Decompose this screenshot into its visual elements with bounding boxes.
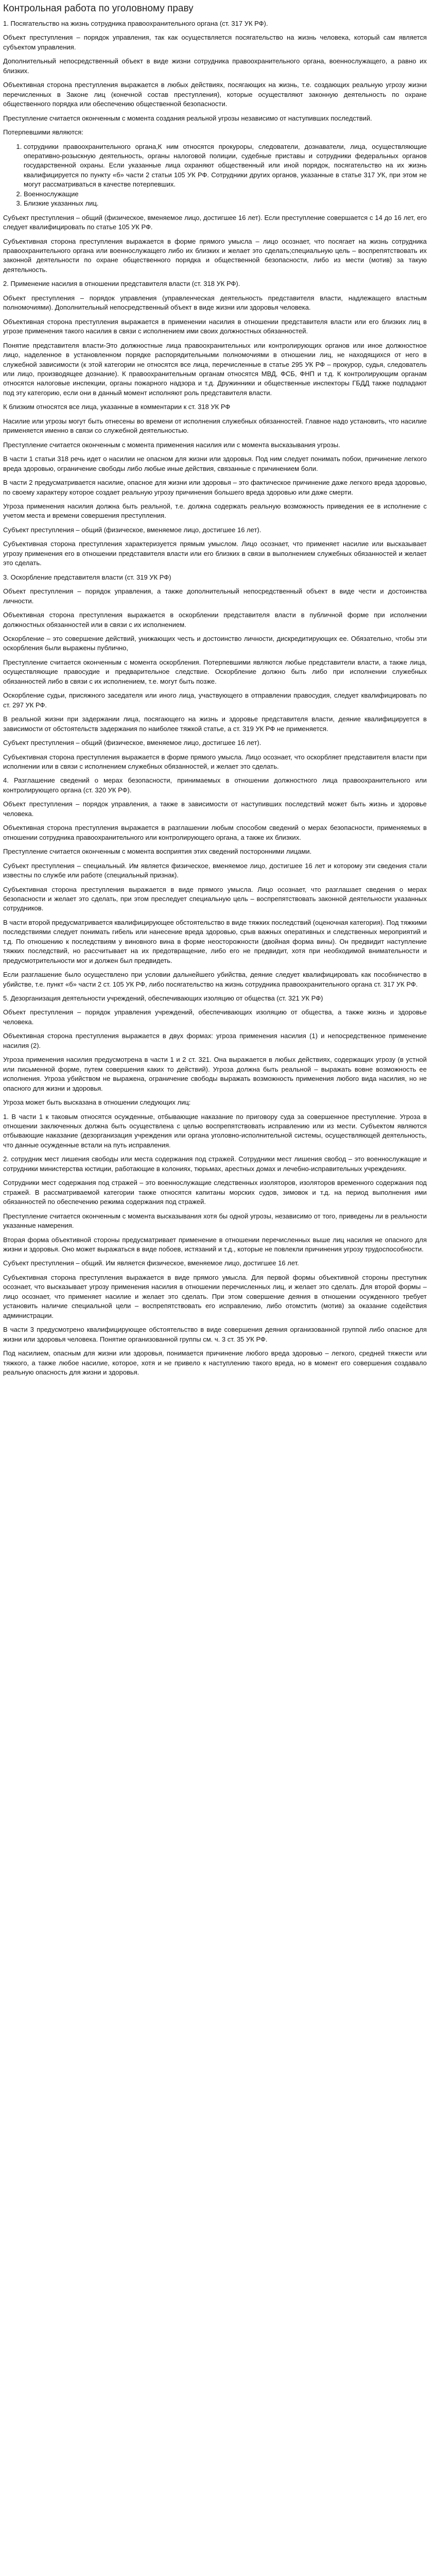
- paragraph: В части 1 статьи 318 речь идет о насилии не опасном для жизни или здоровья. Под ним следует понимать побои, причинение легкого вреда здоровью, ограничение свободы либо любые иные действия, связанные с причинением боли.: [3, 455, 427, 472]
- paragraph: Преступление считается оконченным с момента восприятия этих сведений посторонними лицами.: [3, 848, 312, 856]
- paragraph: В части второй предусматривается квалифицирующее обстоятельство в виде тяжких последствий (оценочная категория). Под тяжкими последствиями следует понимать гибель или нанесение вреда здоровью, срыв важных оперативных и следственных мероприятий и т.д. По отношению к последствиям у виновного вина в форме неосторожности (двойная форма вины). Он предвидит наступление тяжких последствий, но рассчитывает на их предотвращение, либо его не предвидит, хотя при необходимой внимательности и предусмотрительности мог и должен был предвидеть.: [3, 918, 427, 964]
- paragraph: В реальной жизни при задержании лица, посягающего на жизнь и здоровье представителя власти, деяние квалифицируется в зависимости от обстоятельств задержания по наиболее тяжкой статье, а ст. 319 УК РФ не применяется.: [3, 715, 427, 733]
- paragraph: Субъект преступления – общий (физическое, вменяемое лицо, достигшее 16 лет).: [3, 739, 261, 747]
- paragraph: Сотрудники мест содержания под стражей – это военнослужащие следственных изоляторов, изоляторов временного содержания под стражей. В рассматриваемой категории также относятся капитаны морских судов, зимовок и т.д. на период выполнения ими обязанностей по обеспечению режима содержания под стражей.: [3, 1179, 427, 1206]
- page-title: Контрольная работа по уголовному праву: [3, 3, 194, 14]
- paragraph: 1. Посягательство на жизнь сотрудника правоохранительного органа (ст. 317 УК РФ).: [3, 19, 268, 27]
- paragraph: Субъективная сторона преступления выражается в форме прямого умысла. Лицо осознает, что оскорбляет представителя власти при исполнении или в связи с исполнением служебных обязанностей, и желает это сделать.: [3, 753, 427, 770]
- paragraph: Субъект преступления – общий (физическое, вменяемое лицо, достигшее 16 лет).: [3, 526, 261, 534]
- numbered-list: [3, 142, 427, 209]
- paragraph: Вторая форма объективной стороны предусматривает применение в отношении перечисленных выше лиц насилия не опасного для жизни и здоровья. Оно может выражаться в виде побоев, истязаний и т.д., которые не повлекли причинения угрозу трудоспособности.: [3, 1235, 427, 1253]
- paragraph: Преступление считается оконченным с момента применения насилия или с момента высказывания угрозы.: [3, 440, 340, 449]
- paragraph: 3. Оскорбление представителя власти (ст. 319 УК РФ): [3, 573, 171, 581]
- paragraph: Угроза может быть высказана в отношении следующих лиц:: [3, 1098, 191, 1107]
- paragraph: Объективная сторона преступления выражается в применении насилия в отношении представителя власти или его близких лиц в угрозе применения такого насилия в связи с исполнением ими своих должностных обязанностей.: [3, 317, 427, 335]
- paragraph: Объективная сторона преступления выражается в двух формах: угроза применения насилия (1) и непосредственное применение насилия (2).: [3, 1032, 427, 1049]
- paragraph: Угроза применения насилия предусмотрена в части 1 и 2 ст. 321. Она выражается в любых действиях, содержащих угрозу (в устной или письменной форме, путем совершения каких то действий). Угроза должна быть реальной – выражать вовне возможность ее исполнения. Угроза убийством не выражена, ограничение свободы выражать возможность применения любого вида насилия, но не опасного для жизни и здоровья.: [3, 1056, 427, 1092]
- paragraph: 2. сотрудник мест лишения свободы или места содержания под стражей. Сотрудники мест лишения свобод – это военнослужащие и сотрудники министерства юстиции, работающие в колониях, тюрьмах, арестных домах и лечебно-исправительных учреждениях.: [3, 1155, 427, 1173]
- paragraph: Объект преступления – порядок управления, так как осуществляется посягательство на жизнь человека, который сам является субъектом управления.: [3, 33, 427, 51]
- paragraph: Субъективная сторона преступления характеризуется прямым умыслом. Лицо осознает, что применяет насилие или высказывает угрозу применения его в отношении представителя власти или его близких в связи в выполнением служебных обязанностей и желает это сделать.: [3, 540, 427, 567]
- paragraph: Объект преступления – порядок управления, а также в зависимости от наступивших последствий может быть жизнь и здоровье человека.: [3, 800, 427, 818]
- paragraph: 5. Дезорганизация деятельности учреждений, обеспечивающих изоляцию от общества (ст. 321 УК РФ): [3, 994, 323, 1003]
- paragraph: Оскорбление – это совершение действий, унижающих честь и достоинство личности, дискредитирующих ее. Обязательно, чтобы эти оскорбления были выражены публично,: [3, 634, 427, 652]
- paragraph: Под насилием, опасным для жизни или здоровья, понимается причинение любого вреда здоровью – легкого, средней тяжести или тяжкого, а также любое насилие, которое, хотя и не привело к наступлению такого вреда, но в момент его совершения создавало реальную опасность для жизни и здоровья.: [3, 1349, 427, 1376]
- paragraph: Объект преступления – порядок управления (управленческая деятельность представителя власти, надлежащего властным полномочиями). Дополнительный непосредственный объект в виде жизни или здоровья человека.: [3, 294, 427, 312]
- paragraph: К близким относятся все лица, указанные в комментарии к ст. 318 УК РФ: [3, 403, 231, 411]
- paragraph: В части 3 предусмотрено квалифицирующее обстоятельство в виде совершения деяния организованной группой либо опасное для жизни или здоровья человека. Понятие организованной группы см. ч. 3 ст. 35 УК РФ.: [3, 1326, 427, 1343]
- paragraph: Субъект преступления – общий. Им является физическое, вменяемое лицо, достигшее 16 лет.: [3, 1259, 299, 1267]
- paragraph: Преступление считается оконченным с момента оскорбления. Потерпевшими являются любые представители власти, а также лица, осуществляющие правосудие и предварительное следствие. Оскорбление должно быть либо при исполнении служебных обязанностей либо в связи с их исполнением, т.е. могут быть позже.: [3, 658, 427, 685]
- paragraph: Преступление считается оконченным с момента создания реальной угрозы независимо от наступивших последствий.: [3, 114, 372, 122]
- paragraph: Если разглашение было осуществлено при условии дальнейшего убийства, деяние следует квалифицировать как пособничество в убийстве, т.е. пункт «б» части 2 ст. 105 УК РФ, либо посягательство на жизнь сотрудника правоохранительного органа ст. 317 УК РФ.: [3, 971, 427, 988]
- paragraph: Угроза применения насилия должна быть реальной, т.е. должна содержать реальную возможность приведения ее в исполнение с учетом места и времени совершения преступления.: [3, 502, 427, 520]
- paragraph: В части 2 предусматривается насилие, опасное для жизни или здоровья – это фактическое причинение даже легкого вреда здоровью, по своему характеру которое создает реальную угрозу причинения большего вреда здоровью или даже смерти.: [3, 479, 427, 496]
- list-item: 1. сотрудники правоохранительного органа,К ним относятся прокуроры, следователи, дознаватели, лица, осуществляющие оперативно-розыскную деятельность, органы налоговой полиции, судебные приставы и сотрудники федеральных органов государственной охраны. Если указанные лица охраняют общественный или иной порядок, посягательство на их жизнь квалифицируется по пункту «б» части 2 статьи 105 УК РФ. Сотрудники других органов, указанные в статье 317 УК, при этом не могут рассматриваться в качестве потерпевших.: [24, 142, 427, 190]
- paragraph: Субъект преступления – специальный. Им является физическое, вменяемое лицо, достигшее 16 лет и которому эти сведения стали известны по службе или работе (специальный признак).: [3, 861, 427, 879]
- paragraph: Субъективная сторона преступления выражается в виде прямого умысла. Для первой формы объективной стороны преступник осознает, что высказывает угрозу применения насилия в отношении перечисленных лиц, и желает это сделать. Для второй формы – лицо осознает, что применяет насилие и желает это сделать. При этом совершение деяния в отношении осужденного требует установить наличие специальной цели – воспрепятствовать его исправлению, либо отомстить (мотив) за оказание содействия администрации.: [3, 1273, 427, 1319]
- paragraph: 1. В части 1 к таковым относятся осужденные, отбывающие наказание по приговору суда за совершенное преступление. Угроза в отношении заключенных должна быть осуществлена с целью воспрепятствовать исправлению или из мести. Субъектом являются отбывающие наказание (дезорганизация учреждения или органа уголовно-исполнительной системы, осуществляющей деятельность, что данные осужденные встали на путь исправления.: [3, 1112, 427, 1149]
- list-item: 2. Военнослужащие: [24, 190, 427, 199]
- paragraph: Объект преступления – порядок управления, а также дополнительный непосредственный объект в виде чести и достоинства личности.: [3, 587, 427, 605]
- paragraph: Объективная сторона преступления выражается в разглашении любым способом сведений о мерах безопасности, применяемых в отношении сотрудника правоохранительного или контролирующего органа, а также их близких.: [3, 824, 427, 841]
- paragraph: Дополнительный непосредственный объект в виде жизни сотрудника правоохранительного органа, военнослужащего, а равно их близких.: [3, 57, 427, 75]
- paragraph: Субъект преступления – общий (физическое, вменяемое лицо, достигшее 16 лет). Если преступление совершается с 14 до 16 лет, его следует квалифицировать по статье 105 УК РФ.: [3, 213, 427, 231]
- paragraph: 2. Применение насилия в отношении представителя власти (ст. 318 УК РФ).: [3, 280, 240, 288]
- paragraph: Потерпевшими являются:: [3, 128, 83, 137]
- paragraph: Объективная сторона преступления выражается в любых действиях, посягающих на жизнь, т.е. создающих реальную угрозу жизни перечисленных в Законе лиц (конечной состав преступления), которые осуществляют законную деятельность по охране общественного порядка или обеспечению общественной безопасности.: [3, 81, 427, 108]
- paragraph: Оскорбление судьи, присяжного заседателя или иного лица, участвующего в отправлении правосудия, следует квалифицировать по ст. 297 УК РФ.: [3, 691, 427, 709]
- paragraph: Субъективная сторона преступления выражается в форме прямого умысла – лицо осознает, что посягает на жизнь сотрудника правоохранительного органа или военнослужащего либо их близких и желает это сделать;специальную цель – воспрепятствовать их законной деятельности по охране общественного порядка и общественной безопасности, либо из мести (мотив) за такую деятельность.: [3, 237, 427, 274]
- list-item: 3. Близкие указанных лиц.: [24, 199, 427, 208]
- paragraph: Насилие или угрозы могут быть отнесены во времени от исполнения служебных обязанностей. Главное надо установить, что насилие применяется именно в связи со служебной деятельностью.: [3, 417, 427, 435]
- paragraph: Объективная сторона преступления выражается в оскорблении представителя власти в публичной форме при исполнении должностных обязанностей или в связи с их исполнением.: [3, 611, 427, 629]
- paragraph: Субъективная сторона преступления выражается в виде прямого умысла. Лицо осознает, что разглашает сведения о мерах безопасности и желает это сделать, при этом преследует специальную цель – воспрепятствовать законной деятельности указанных сотрудников.: [3, 885, 427, 912]
- paragraph: Преступление считается оконченным с момента высказывания хотя бы одной угрозы, независимо от того, приведены ли в реальности указанные намерения.: [3, 1212, 427, 1230]
- paragraph: 4. Разглашение сведений о мерах безопасности, принимаемых в отношении должностного лица правоохранительного или контролирующего органа (ст. 320 УК РФ).: [3, 776, 427, 794]
- paragraph: Объект преступления – порядок управления учреждений, обеспечивающих изоляцию от общества, а также жизнь и здоровье человека.: [3, 1008, 427, 1026]
- document-body: [3, 19, 427, 1377]
- paragraph: Понятие представителя власти-Это должностные лица правоохранительных или контролирующих органов или иное должностное лицо, наделенное в установленном порядке распорядительными полномочиями в отношении лиц, не находящихся от него в служебной зависимости (к этой категории не относятся все лица, перечисленные в статье 295 УК РФ – прокурор, судья, следователь или лицо, производящее дознание). К правоохранительным органам относятся МВД, ФСБ, ФНП и т.д. К контролирующим органам относятся налоговые инспекции, органы пожарного надзора и т.д. Дружинники и общественные инспекторы ГБДД также подпадают под эту категорию, если они в данный момент исполняют роль представителя власти.: [3, 341, 427, 397]
